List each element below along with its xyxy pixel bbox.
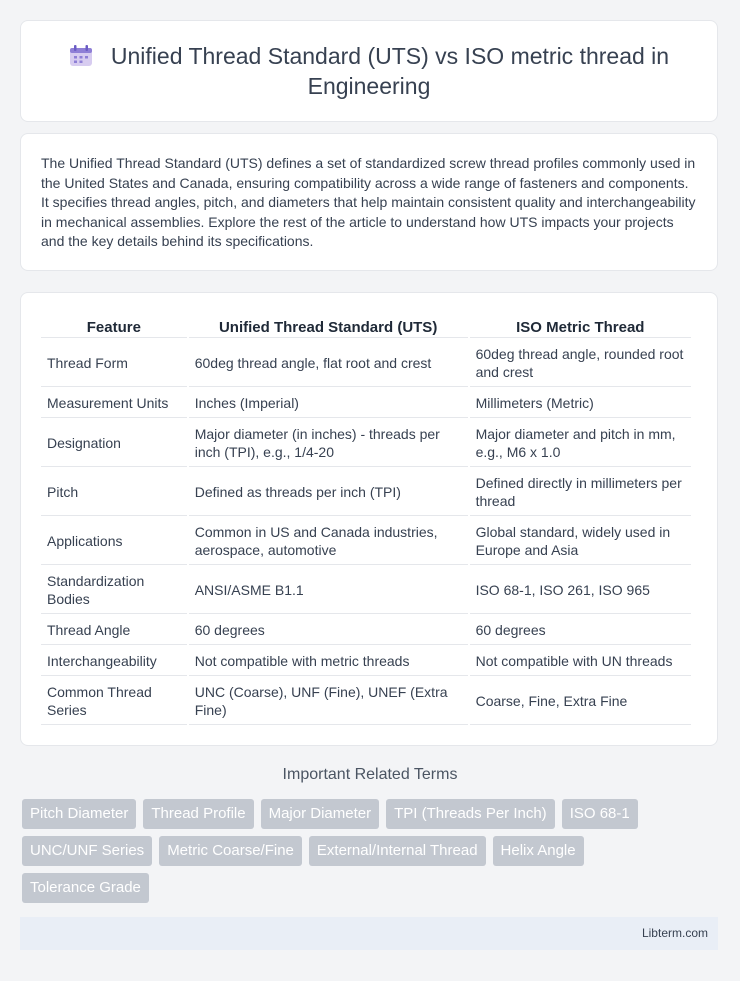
page-title: Unified Thread Standard (UTS) vs ISO metric thread in Engineering: [110, 43, 670, 99]
tag-iso-68-1[interactable]: ISO 68-1: [562, 799, 638, 829]
title-card: [20, 20, 718, 122]
table-row: [41, 518, 691, 565]
table-cell-uts: Common in US and Canada industries, aerospace, automotive: [189, 518, 468, 565]
tag-external-internal-thread[interactable]: External/Internal Thread: [309, 836, 486, 866]
table-cell-feature: Standardization Bodies: [41, 567, 187, 614]
related-terms-title: Important Related Terms: [282, 766, 458, 783]
table-cell-feature: Common Thread Series: [41, 678, 187, 725]
table-cell-uts: 60deg thread angle, flat root and crest: [189, 340, 468, 387]
table-cell-iso: Major diameter and pitch in mm, e.g., M6 x 1.0: [470, 420, 691, 467]
table-cell-iso: Millimeters (Metric): [470, 389, 691, 418]
tag-tpi[interactable]: TPI (Threads Per Inch): [386, 799, 555, 829]
tag-unc-unf-series[interactable]: UNC/UNF Series: [22, 836, 152, 866]
table-row: [41, 647, 691, 676]
header-uts: Unified Thread Standard (UTS): [189, 313, 468, 338]
intro-text: The Unified Thread Standard (UTS) defines a set of standardized screw thread profiles commonly used in the United States and Canada, ensuring compatibility across a wide range of fasteners and components. It specifies thread angles, pitch, and diameters that help maintain consistent quality and interchangeability in mechanical assemblies. Explore the rest of the article to understand how UTS impacts your projects and the key details behind its specifications.: [41, 155, 696, 250]
table-row: [41, 616, 691, 645]
table-cell-iso: 60deg thread angle, rounded root and crest: [470, 340, 691, 387]
table-cell-uts: Not compatible with metric threads: [189, 647, 468, 676]
table-row: [41, 678, 691, 725]
table-cell-uts: Inches (Imperial): [189, 389, 468, 418]
header-iso: ISO Metric Thread: [470, 313, 691, 338]
table-cell-iso: Defined directly in millimeters per thread: [470, 469, 691, 516]
table-cell-iso: ISO 68-1, ISO 261, ISO 965: [470, 567, 691, 614]
tag-metric-coarse-fine[interactable]: Metric Coarse/Fine: [159, 836, 302, 866]
table-cell-uts: Major diameter (in inches) - threads per inch (TPI), e.g., 1/4-20: [189, 420, 468, 467]
intro-card: [20, 133, 718, 271]
table-cell-uts: Defined as threads per inch (TPI): [189, 469, 468, 516]
table-row: [41, 420, 691, 467]
table-cell-feature: Applications: [41, 518, 187, 565]
footer-brand-link[interactable]: Libterm.com: [641, 926, 708, 940]
table-cell-iso: Not compatible with UN threads: [470, 647, 691, 676]
table-cell-feature: Designation: [41, 420, 187, 467]
footer: [20, 917, 718, 950]
table-cell-iso: Global standard, widely used in Europe and Asia: [470, 518, 691, 565]
table-row: [41, 340, 691, 387]
table-cell-uts: ANSI/ASME B1.1: [189, 567, 468, 614]
tag-thread-profile[interactable]: Thread Profile: [143, 799, 253, 829]
tag-tolerance-grade[interactable]: Tolerance Grade: [22, 873, 149, 903]
tag-helix-angle[interactable]: Helix Angle: [493, 836, 584, 866]
table-cell-feature: Thread Angle: [41, 616, 187, 645]
tag-pitch-diameter[interactable]: Pitch Diameter: [22, 799, 136, 829]
comparison-card: [20, 292, 718, 746]
table-cell-feature: Measurement Units: [41, 389, 187, 418]
related-terms-tags: [22, 799, 722, 910]
tag-major-diameter[interactable]: Major Diameter: [261, 799, 380, 829]
table-row: [41, 469, 691, 516]
table-cell-feature: Pitch: [41, 469, 187, 516]
table-cell-feature: Interchangeability: [41, 647, 187, 676]
calendar-icon: [69, 44, 93, 66]
table-cell-iso: Coarse, Fine, Extra Fine: [470, 678, 691, 725]
table-row: [41, 567, 691, 614]
comparison-table: [39, 311, 693, 727]
table-header-row: [41, 313, 691, 338]
table-cell-uts: 60 degrees: [189, 616, 468, 645]
table-cell-iso: 60 degrees: [470, 616, 691, 645]
header-feature: Feature: [41, 313, 187, 338]
page-title-wrap: [51, 41, 687, 101]
table-cell-feature: Thread Form: [41, 340, 187, 387]
table-cell-uts: UNC (Coarse), UNF (Fine), UNEF (Extra Fine): [189, 678, 468, 725]
table-row: [41, 389, 691, 418]
